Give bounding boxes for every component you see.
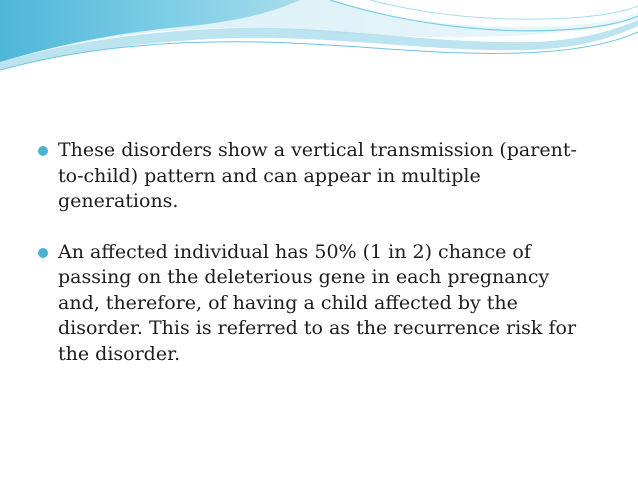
bullet-dot-icon: [38, 146, 48, 156]
bullet-text: These disorders show a vertical transmission (parent-to-child) pattern and can appear in multiple generations.: [58, 139, 577, 212]
bullet-dot-icon: [38, 248, 48, 258]
bullet-item: [36, 138, 596, 215]
bullet-text: An affected individual has 50% (1 in 2) chance of passing on the deleterious gene in each pregnancy and, therefore, of having a child affected by the disorder. This is referred to as the recurrence risk for the disorder.: [58, 240, 577, 365]
bullet-item: [36, 240, 596, 368]
header-wave-decoration: [0, 0, 638, 80]
bullet-list: [36, 138, 596, 392]
